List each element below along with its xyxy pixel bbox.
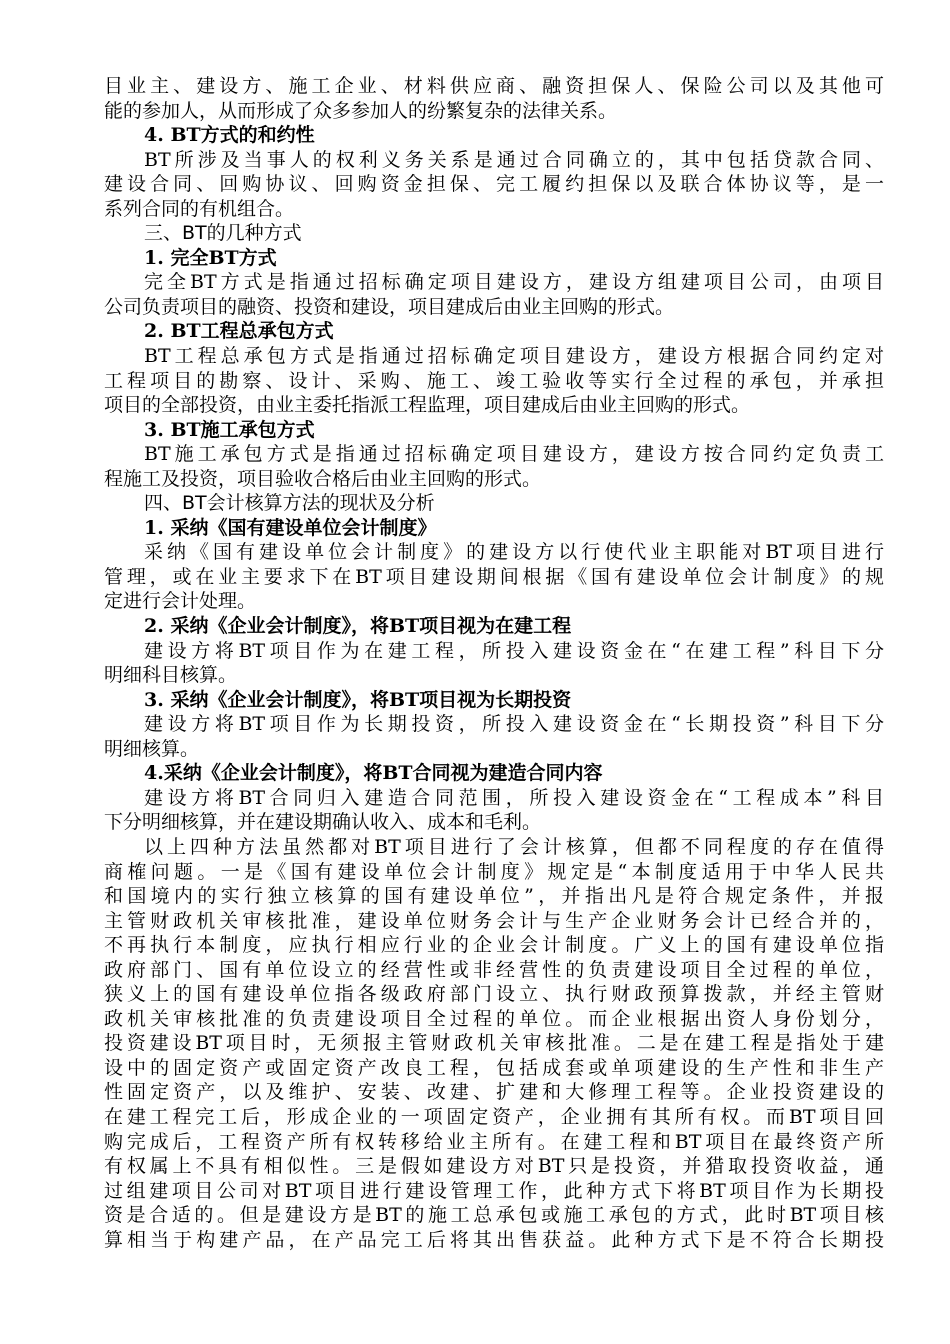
paragraph-line: 资是合适的。但是建设方是BT的施工总承包或施工承包的方式，此时BT项目核 [104,1204,884,1227]
section-heading: 1. 完全BT方式 [144,246,277,269]
paragraph-first-line: BT所涉及当事人的权利义务关系是通过合同确立的，其中包括贷款合同、 [144,148,884,171]
paragraph-line: 性固定资产，以及维护、安装、改建、扩建和大修理工程等。企业投资建设的 [104,1081,884,1104]
section-heading: 2. BT工程总承包方式 [144,320,334,343]
paragraph-first-line: 建设方将BT项目作为在建工程，所投入建设资金在“在建工程”科目下分 [144,639,884,662]
paragraph-line: 政机关审核批准的负责建设项目全过程的单位。而企业根据出资人身份划分， [104,1007,884,1030]
paragraph-last-line: 项目的全部投资，由业主委托指派工程监理，项目建成后由业主回购的形式。 [104,394,751,417]
paragraph-first-line: 建设方将BT合同归入建造合同范围，所投入建设资金在“工程成本”科目 [144,786,884,809]
paragraph-last-line: 程施工及投资，项目验收合格后由业主回购的形式。 [104,467,542,490]
paragraph-first-line: BT工程总承包方式是指通过招标确定项目建设方，建设方根据合同约定对 [144,345,884,368]
paragraph-last-line: 明细核算。 [104,737,200,760]
paragraph-line: 政府部门、国有单位设立的经营性或非经营性的负责建设项目全过程的单位， [104,958,884,981]
paragraph-line: 和国境内的实行独立核算的国有建设单位”，并指出凡是符合规定条件，并报 [104,885,884,908]
paragraph-first-line: 以上四种方法虽然都对BT项目进行了会计核算，但都不同程度的存在值得 [144,835,884,858]
paragraph-line: 工程项目的勘察、设计、采购、施工、竣工验收等实行全过程的承包，并承担 [104,369,884,392]
paragraph-line: 不再执行本制度，应执行相应行业的企业会计制度。广义上的国有建设单位指 [104,934,884,957]
section-heading: 3. 采纳《企业会计制度》，将BT项目视为长期投资 [144,688,572,711]
paragraph-line: 在建工程完工后，形成企业的一项固定资产，企业拥有其所有权。而BT项目回 [104,1105,884,1128]
chapter-heading: 四、BT会计核算方法的现状及分析 [144,492,435,515]
document-page [104,74,884,1252]
chapter-heading: 三、BT的几种方式 [144,222,302,245]
paragraph-line: 有权属上不具有相似性。三是假如建设方对BT只是投资，并猎取投资收益，通 [104,1155,884,1178]
paragraph-line: 目业主、建设方、施工企业、材料供应商、融资担保人、保险公司以及其他可 [104,75,884,97]
section-heading: 4.采纳《企业会计制度》，将BT合同视为建造合同内容 [144,762,603,785]
paragraph-first-line: BT施工承包方式是指通过招标确定项目建设方，建设方按合同约定负责工 [144,443,884,466]
paragraph-line: 算相当于构建产品，在产品完工后将其出售获益。此种方式下是不符合长期投 [104,1228,884,1251]
paragraph-last-line: 下分明细核算，并在建设期确认收入、成本和毛利。 [104,811,542,834]
section-heading: 1. 采纳《国有建设单位会计制度》 [144,516,437,539]
paragraph-last-line: 公司负责项目的融资、投资和建设，项目建成后由业主回购的形式。 [104,295,675,318]
section-heading: 3. BT施工承包方式 [144,418,315,441]
paragraph-first-line: 建设方将BT项目作为长期投资，所投入建设资金在“长期投资”科目下分 [144,713,884,736]
paragraph-first-line: 采纳《国有建设单位会计制度》的建设方以行使代业主职能对BT项目进行 [144,541,884,564]
section-heading: 4. BT方式的和约性 [144,124,315,147]
paragraph-line: 过组建项目公司对BT项目进行建设管理工作，此种方式下将BT项目作为长期投 [104,1179,884,1202]
paragraph-line: 商榷问题。一是《国有建设单位会计制度》规定是“本制度适用于中华人民共 [104,860,884,883]
paragraph-line: 投资建设BT项目时，无须报主管财政机关审核批准。二是在建工程是指处于建 [104,1032,884,1055]
paragraph-line: 建设合同、回购协议、回购资金担保、完工履约担保以及联合体协议等，是一 [104,173,884,196]
paragraph-line: 狭义上的国有建设单位指各级政府部门设立、执行财政预算拨款，并经主管财 [104,983,884,1006]
paragraph-line: 主管财政机关审核批准，建设单位财务会计与生产企业财务会计已经合并的， [104,909,884,932]
section-heading: 2. 采纳《企业会计制度》，将BT项目视为在建工程 [144,615,572,638]
paragraph-first-line: 完全BT方式是指通过招标确定项目建设方，建设方组建项目公司，由项目 [144,271,884,294]
paragraph-last-line: 系列合同的有机组合。 [104,197,295,220]
paragraph-last-line: 能的参加人，从而形成了众多参加人的纷繁复杂的法律关系。 [104,99,618,122]
paragraph-line: 管理，或在业主要求下在BT项目建设期间根据《国有建设单位会计制度》的规 [104,565,884,588]
paragraph-line: 购完成后，工程资产所有权转移给业主所有。在建工程和BT项目在最终资产所 [104,1130,884,1153]
paragraph-line: 设中的固定资产或固定资产改良工程，包括成套或单项建设的生产性和非生产 [104,1056,884,1079]
paragraph-last-line: 定进行会计处理。 [104,590,257,613]
paragraph-last-line: 明细科目核算。 [104,664,238,687]
